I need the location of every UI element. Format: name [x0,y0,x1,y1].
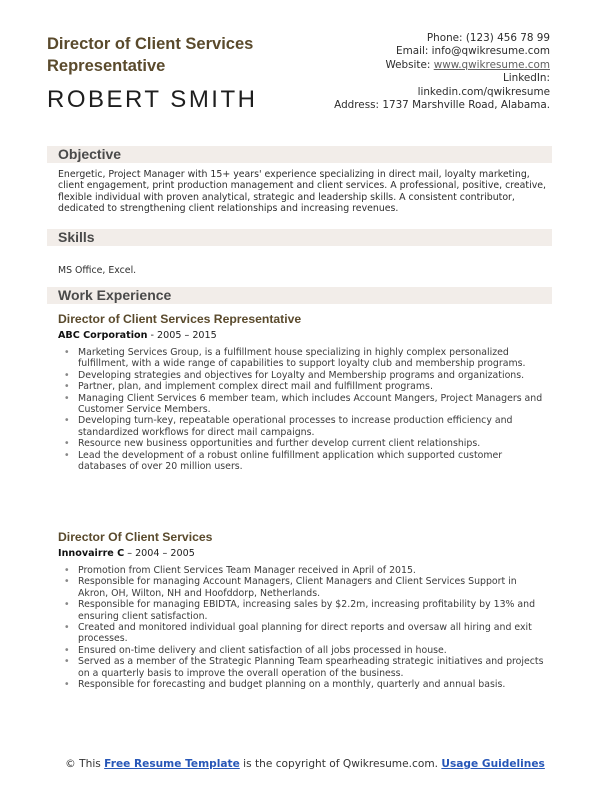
list-item: • Responsible for forecasting and budget planning on a monthly, quarterly and annual basis. [64,679,548,690]
objective-text: Energetic, Project Manager with 15+ years' experience specializing in direct mail, loyalty marketing, client engagement, print production management and client services. A professional, positive, creative, flexible individual with proven analytical, strategic and leadership skills. A consistent contributor, dedicated to strengthening client relationships and increasing revenues. [58,169,546,215]
usage-guidelines-link[interactable]: Usage Guidelines [441,758,545,770]
list-item: • Developing strategies and objectives for Loyalty and Membership programs and organizations. [64,370,548,381]
job-2-bullets [64,565,548,690]
address-value: 1737 Marshville Road, Alabama. [382,99,550,112]
list-item: • Responsible for managing Account Managers, Client Managers and Client Services Support in Akron, OH, Wilton, NH and Hoofddorp, Netherlands. [64,576,548,599]
address-line [310,99,550,112]
list-item: • Ensured on-time delivery and client satisfaction of all jobs processed in house. [64,645,548,656]
list-item: • Created and monitored individual goal planning for direct reports and oversaw all hiring and exit processes. [64,622,548,645]
address-label: Address: [334,99,380,112]
linkedin-label: LinkedIn: [502,72,550,85]
job-2-company: Innovairre C [58,548,125,559]
objective-section-bar [47,146,552,163]
linkedin-value: linkedin.com/qwikresume [417,85,550,98]
email-line [310,45,550,58]
job-1-company-line [58,330,217,341]
free-resume-template-link[interactable]: Free Resume Template [104,758,240,770]
job-1-dates: - 2005 – 2015 [147,330,217,341]
job-1-bullets [64,347,548,472]
list-item: • Responsible for managing EBIDTA, increasing sales by $2.2m, increasing profitability by 13% and ensuring client satisfaction. [64,599,548,622]
website-line [310,59,550,72]
list-item: • Partner, plan, and implement complex direct mail and fulfillment programs. [64,381,548,392]
footer-prefix: © This [65,758,105,770]
list-item: • Managing Client Services 6 member team, which includes Account Mangers, Project Managers and Customer Service Members. [64,393,548,416]
contact-block [310,32,550,112]
email-value: info@qwikresume.com [431,45,550,58]
list-item: • Lead the development of a robust online fulfillment application which supported customer databases of over 20 million users. [64,450,548,473]
phone-value: (123) 456 78 99 [465,32,550,44]
email-label: Email: [396,45,429,58]
phone-line [310,32,550,45]
job-2-role: Director Of Client Services [58,530,213,544]
skills-text: MS Office, Excel. [58,265,137,276]
job-1-role: Director of Client Services Representative [58,312,302,326]
list-item: • Promotion from Client Services Team Manager received in April of 2015. [64,565,548,576]
footer-middle: is the copyright of Qwikresume.com. [239,758,442,770]
list-item: • Resource new business opportunities and further develop current client relationships. [64,438,548,449]
candidate-name: ROBERT SMITH [47,86,258,113]
phone-label: Phone: [426,32,463,44]
list-item: • Served as a member of the Strategic Planning Team spearheading strategic initiatives and projects on a quarterly basis to improve the overall operation of the business. [64,656,548,679]
website-label: Website: [385,58,431,71]
website-link[interactable]: www.qwikresume.com [433,58,550,71]
list-item: • Developing turn-key, repeatable operational processes to increase production efficiency and standardized workflows for direct mail campaigns. [64,415,548,438]
objective-heading: Objective [58,146,122,162]
job-2-company-line [58,548,195,559]
skills-heading: Skills [58,229,95,245]
job-title: Director of Client Services Representative [47,35,254,75]
job-1-company: ABC Corporation [58,330,148,341]
job-2-dates: – 2004 – 2005 [124,548,195,559]
skills-section-bar [47,229,552,246]
experience-heading: Work Experience [58,287,172,303]
list-item: • Marketing Services Group, is a fulfillment house specializing in highly complex personalized fulfillment, with a wide range of capabilities to support loyalty club and membership programs. [64,347,548,370]
footer-copyright [60,757,550,771]
